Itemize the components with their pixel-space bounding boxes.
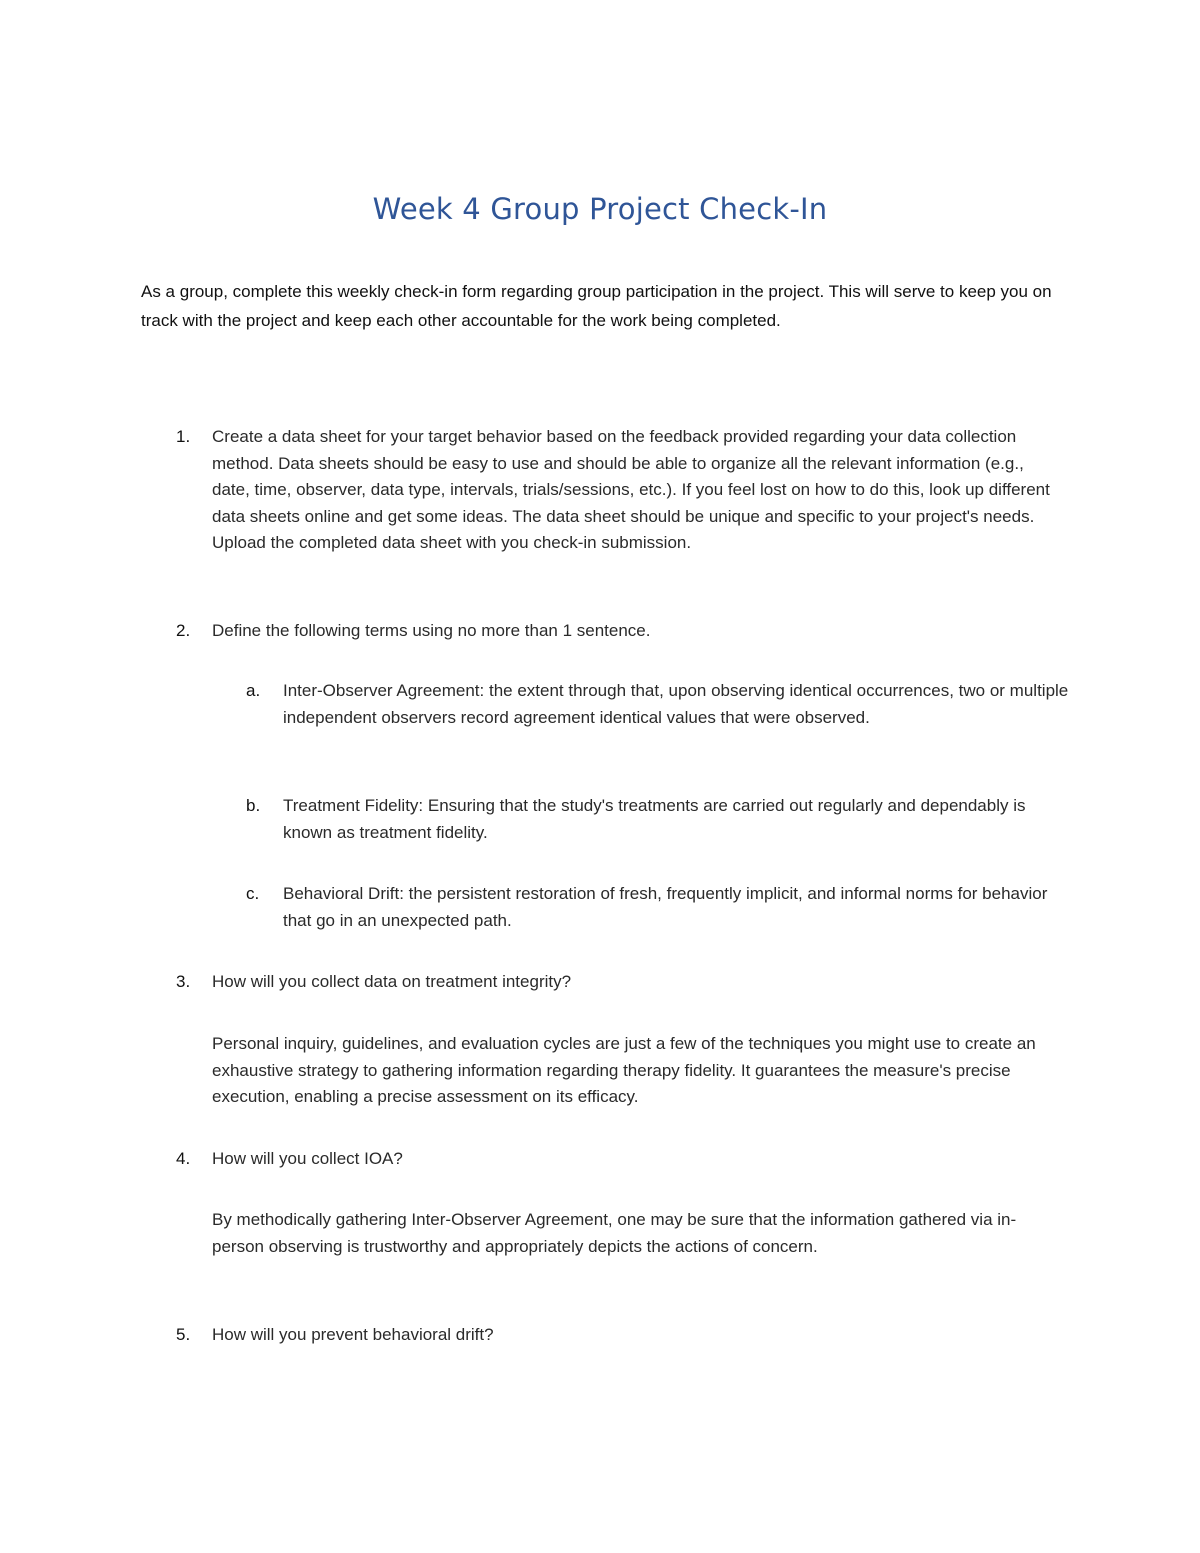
intro-paragraph: As a group, complete this weekly check-in form regarding group participation in the project. This will serve to keep you on track with the project and keep each other accountable for the work being completed. — [141, 282, 1052, 330]
definition-letter: b. — [246, 796, 261, 815]
page-title: Week 4 Group Project Check-In — [372, 192, 828, 226]
question-number: 3. — [176, 972, 191, 991]
question-text: How will you prevent behavioral drift? — [212, 1325, 494, 1344]
definition-text: Inter-Observer Agreement: the extent through that, upon observing identical occurrences, two or multiple independent observers record agreement identical values that were observed. — [283, 681, 1069, 727]
definition-letter: c. — [246, 884, 260, 903]
question-text: How will you collect IOA? — [212, 1149, 403, 1168]
definition-text: Behavioral Drift: the persistent restoration of fresh, frequently implicit, and informal norms for behavior that go in an unexpected path. — [283, 884, 1048, 930]
question-text: Define the following terms using no more than 1 sentence. — [212, 621, 651, 640]
answer-4: By methodically gathering Inter-Observer Agreement, one may be sure that the information gathered via in-person observing is trustworthy and appropriately depicts the actions of concern. — [212, 1210, 1017, 1256]
definition-text: Treatment Fidelity: Ensuring that the study's treatments are carried out regularly and dependably is known as treatment fidelity. — [283, 796, 1026, 842]
question-number: 2. — [176, 621, 191, 640]
question-text: Create a data sheet for your target behavior based on the feedback provided regarding your data collection method. Data sheets should be easy to use and should be able to organize all the relevant information (e.g., date, time, observer, data type, intervals, trials/sessions, etc.). If you feel lost on how to do this, look up different data sheets online and get some ideas. The data sheet should be unique and specific to your project's needs. Upload the completed data sheet with you check-in submission. — [212, 427, 1050, 552]
question-number: 4. — [176, 1149, 191, 1168]
answer-3: Personal inquiry, guidelines, and evaluation cycles are just a few of the techniques you might use to create an exhaustive strategy to gathering information regarding therapy fidelity. It guarantees the measure's precise execution, enabling a precise assessment on its efficacy. — [212, 1034, 1036, 1106]
question-number: 1. — [176, 427, 191, 446]
question-number: 5. — [176, 1325, 191, 1344]
definition-letter: a. — [246, 681, 261, 700]
question-text: How will you collect data on treatment integrity? — [212, 972, 572, 991]
